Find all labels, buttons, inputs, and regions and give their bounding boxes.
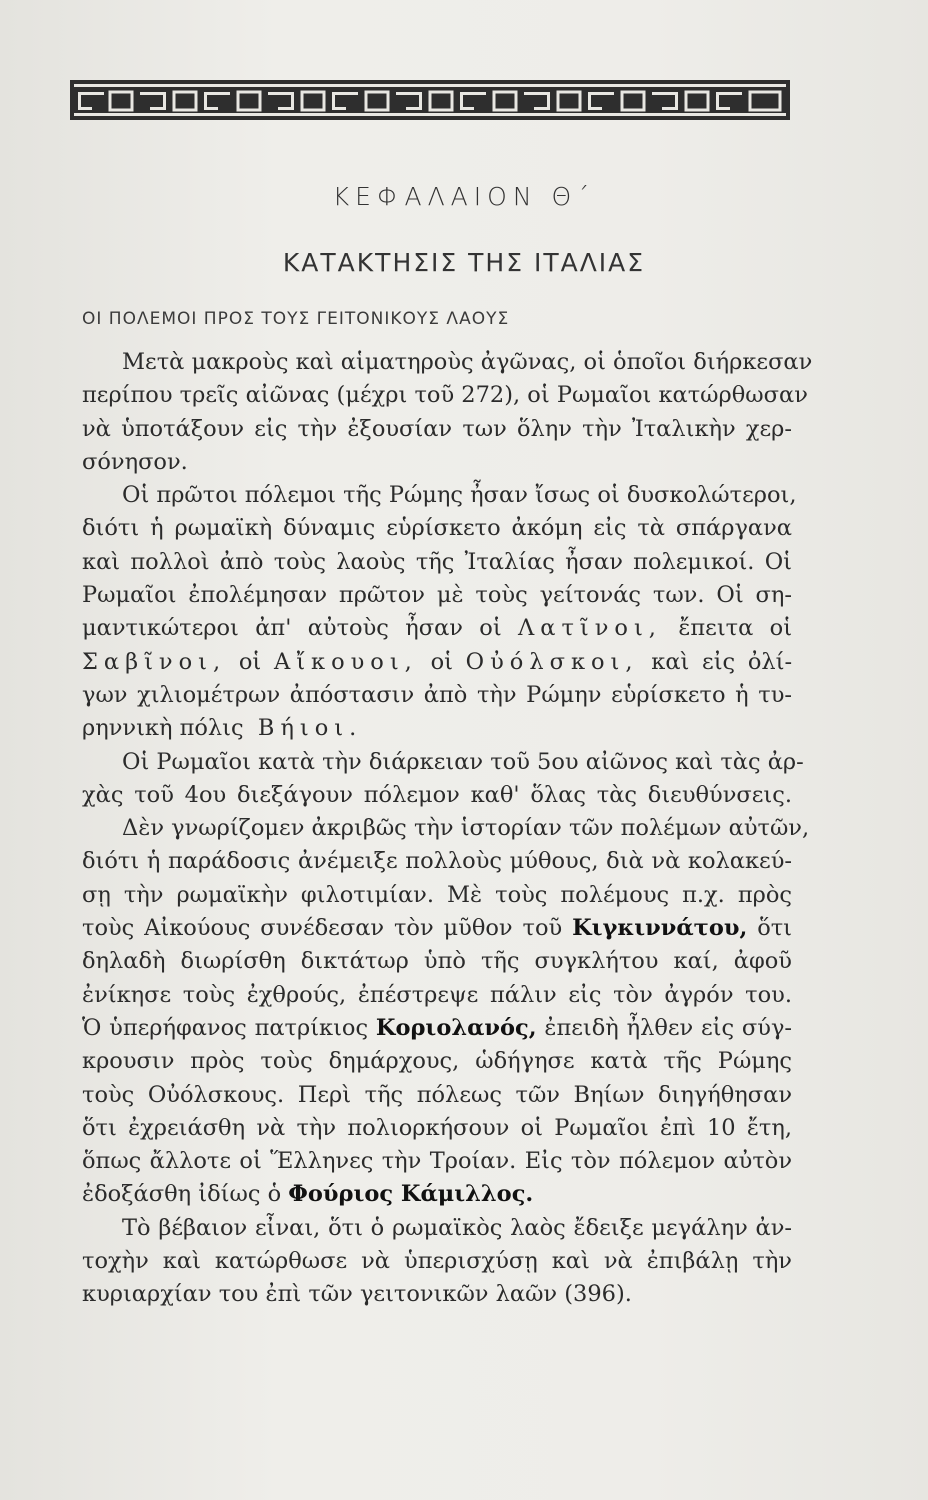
text-line: διότι ἡ ρωμαϊκὴ δύναμις εὑρίσκετο ἀκόμη εἰς τὰ σπάργανα [82, 515, 792, 542]
text-segment: ἔπειτα οἱ [678, 615, 793, 642]
spaced-name: Βήιοι. [257, 715, 363, 742]
text-line [82, 1178, 792, 1211]
spaced-name: Οὐόλσκοι, [465, 648, 639, 675]
text-line: Δὲν γνωρίζομεν ἀκριβῶς τὴν ἱστορίαν τῶν πολέμων αὐτῶν, [122, 815, 810, 842]
text-line: ὅτι ἐχρειάσθη νὰ τὴν πολιορκήσουν οἱ Ρωμαῖοι ἐπὶ 10 ἔτη, [82, 1114, 792, 1141]
section-heading: ΟΙ ΠΟΛΕΜΟΙ ΠΡΟΣ ΤΟΥΣ ΓΕΙΤΟΝΙΚΟΥΣ ΛΑΟΥΣ [82, 309, 510, 329]
text-segment: ἐπειδὴ ἦλθεν εἰς σύγ- [544, 1014, 792, 1041]
text-segment: ὅτι [757, 915, 793, 942]
text-line: κρουσιν πρὸς τοὺς δημάρχους, ὡδήγησε κατὰ τῆς Ρώμης [82, 1048, 792, 1075]
text-line [82, 712, 792, 745]
text-line: δηλαδὴ διωρίσθη δικτάτωρ ὑπὸ τῆς συγκλήτου καί, ἀφοῦ [82, 948, 792, 975]
text-line: ἐνίκησε τοὺς ἐχθρούς, ἐπέστρεψε πάλιν εἰς τὸν ἀγρόν του. [82, 981, 792, 1008]
chapter-heading: ΚΕΦΑΛΑΙΟΝ Θ΄ [332, 182, 596, 211]
text-line: Τὸ βέβαιον εἶναι, ὅτι ὁ ρωμαϊκὸς λαὸς ἔδειξε μεγάλην ἀν- [122, 1214, 792, 1241]
text-line: τοὺς Οὐόλσκους. Περὶ τῆς πόλεως τῶν Βηίων διηγήθησαν [82, 1081, 792, 1108]
spaced-name: Λατῖνοι, [518, 615, 662, 642]
text-line [82, 646, 792, 679]
bold-name: Κοριολανός, [375, 1014, 537, 1041]
text-segment: τοὺς Αἰκούους συνέδεσαν τὸν μῦθον τοῦ [82, 915, 563, 942]
text-line [82, 1012, 792, 1045]
text-segment: μαντικώτεροι ἀπ' αὐτοὺς ἦσαν οἱ [82, 615, 502, 642]
text-line: Ρωμαῖοι ἐπολέμησαν πρῶτον μὲ τοὺς γείτονάς των. Οἱ ση- [82, 582, 792, 609]
text-segment: οἱ [430, 648, 453, 675]
meander-ornament [70, 80, 790, 120]
text-line: γων χιλιομέτρων ἀπόστασιν ἀπὸ τὴν Ρώμην εὑρίσκετο ἡ τυ- [82, 681, 792, 708]
text-line [82, 912, 792, 945]
text-line: Οἱ Ρωμαῖοι κατὰ τὴν διάρκειαν τοῦ 5ου αἰῶνος καὶ τὰς ἀρ- [122, 748, 804, 775]
text-line: Μετὰ μακροὺς καὶ αἱματηροὺς ἀγῶνας, οἱ ὁποῖοι διήρκεσαν [122, 349, 813, 375]
text-segment: Ὁ ὑπερήφανος πατρίκιος [82, 1014, 369, 1041]
text-line: νὰ ὑποτάξουν εἰς τὴν ἐξουσίαν των ὅλην τὴν Ἰταλικὴν χερ- [82, 415, 792, 442]
bold-name: Φούριος Κάμιλλος. [288, 1181, 534, 1208]
text-segment: ἐδοξάσθη ἰδίως ὁ [82, 1181, 282, 1208]
text-line: τοχὴν καὶ κατώρθωσε νὰ ὑπερισχύσῃ καὶ νὰ ἐπιβάλῃ τὴν [82, 1248, 792, 1275]
spaced-name: Αἴκουοι, [273, 648, 418, 675]
text-segment: καὶ εἰς ὀλί- [651, 648, 793, 675]
text-segment: οἱ [238, 648, 262, 675]
text-line: σόνησον. [82, 448, 188, 475]
text-line: χὰς τοῦ 4ου διεξάγουν πόλεμον καθ' ὅλας τὰς διευθύνσεις. [82, 781, 792, 808]
chapter-title: ΚΑΤΑΚΤΗΣΙΣ ΤΗΣ ΙΤΑΛΙΑΣ [282, 248, 646, 277]
text-line: διότι ἡ παράδοσις ἀνέμειξε πολλοὺς μύθους, διὰ νὰ κολακεύ- [82, 848, 792, 875]
text-line: σῃ τὴν ρωμαϊκὴν φιλοτιμίαν. Μὲ τοὺς πολέμους π.χ. πρὸς [82, 881, 792, 908]
text-line: καὶ πολλοὶ ἀπὸ τοὺς λαοὺς τῆς Ἰταλίας ἦσαν πολεμικοί. Οἱ [82, 548, 792, 575]
text-line: Οἱ πρῶτοι πόλεμοι τῆς Ρώμης ἦσαν ἴσως οἱ δυσκολώτεροι, [122, 482, 797, 509]
text-segment: ρηννικὴ πόλις [82, 715, 244, 742]
text-line: κυριαρχίαν του ἐπὶ τῶν γειτονικῶν λαῶν (396). [82, 1281, 632, 1308]
text-line: περίπου τρεῖς αἰῶνας (μέχρι τοῦ 272), οἱ Ρωμαῖοι κατώρθωσαν [82, 382, 808, 409]
text-line: ὅπως ἄλλοτε οἱ Ἕλληνες τὴν Τροίαν. Εἰς τὸν πόλεμον αὐτὸν [82, 1148, 792, 1175]
spaced-name: Σαβῖνοι, [82, 648, 227, 675]
text-line [82, 612, 792, 645]
body-text [82, 346, 813, 1312]
bold-name: Κιγκιννάτου, [572, 915, 748, 942]
